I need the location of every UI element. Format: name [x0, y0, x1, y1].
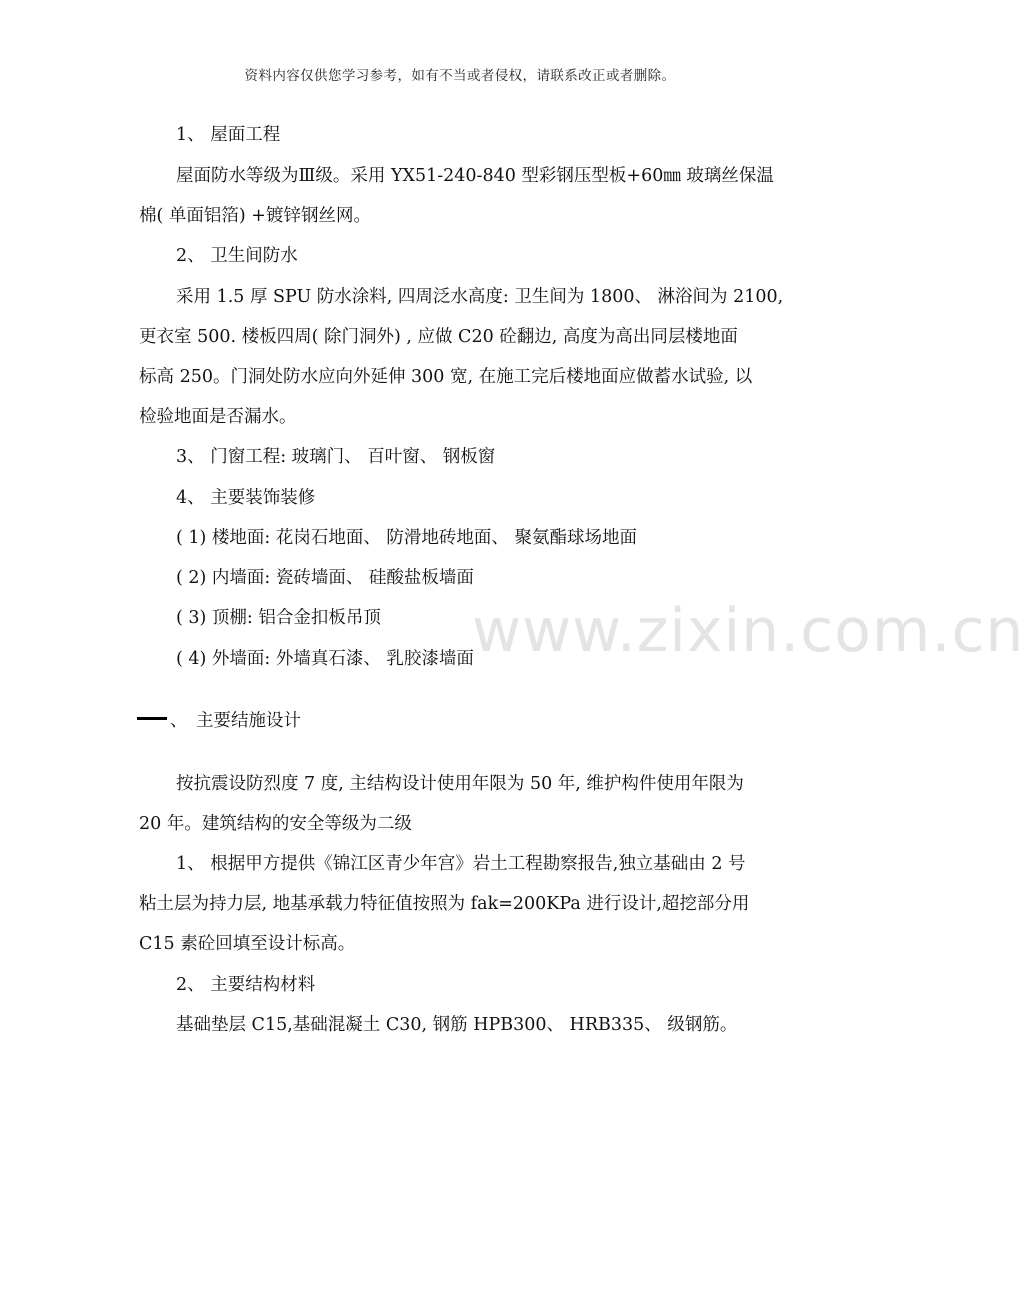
- paragraph-line: 按抗震设防烈度 7 度, 主结构设计使用年限为 50 年, 维护构件使用年限为: [176, 774, 744, 794]
- paragraph-line: C15 素砼回填至设计标高。: [139, 934, 356, 954]
- heading-dash-mark: [137, 717, 167, 720]
- section-title-windows: 3、 门窗工程: 玻璃门、 百叶窗、 钢板窗: [176, 447, 496, 467]
- paragraph-line: 更衣室 500. 楼板四周( 除门洞外) , 应做 C20 砼翻边, 高度为高出同层楼地面: [139, 327, 738, 347]
- paragraph-line: 20 年。建筑结构的安全等级为二级: [139, 814, 412, 834]
- paragraph-line: 基础垫层 C15,基础混凝土 C30, 钢筋 HPB300、 HRB335、 级钢筋。: [176, 1015, 738, 1035]
- section-title-roof: 1、 屋面工程: [176, 125, 281, 145]
- list-item: ( 4) 外墙面: 外墙真石漆、 乳胶漆墙面: [176, 649, 474, 669]
- list-item: ( 1) 楼地面: 花岗石地面、 防滑地砖地面、 聚氨酯球场地面: [176, 528, 637, 548]
- paragraph-line: 1、 根据甲方提供《锦江区青少年宫》岩土工程勘察报告,独立基础由 2 号: [176, 854, 746, 874]
- paragraph-line: 粘土层为持力层, 地基承载力特征值按照为 fak=200KPa 进行设计,超挖部分用: [139, 894, 750, 914]
- section-title-decoration: 4、 主要装饰装修: [176, 488, 316, 508]
- disclaimer-header: 资料内容仅供您学习参考，如有不当或者侵权，请联系改正或者删除。: [244, 68, 676, 84]
- section-title-materials: 2、 主要结构材料: [176, 975, 316, 995]
- paragraph-line: 采用 1.5 厚 SPU 防水涂料, 四周泛水高度: 卫生间为 1800、 淋浴间为 2100,: [176, 287, 784, 307]
- list-item: ( 2) 内墙面: 瓷砖墙面、 硅酸盐板墙面: [176, 568, 474, 588]
- heading-structure-design: 主要结施设计: [196, 711, 301, 731]
- watermark: www.zixin.com.cn: [472, 596, 1024, 666]
- paragraph-line: 屋面防水等级为Ⅲ级。采用 YX51-240-840 型彩钢压型板+60㎜ 玻璃丝保温: [176, 166, 774, 186]
- section-title-bathroom: 2、 卫生间防水: [176, 246, 298, 266]
- list-item: ( 3) 顶棚: 铝合金扣板吊顶: [176, 608, 381, 628]
- paragraph-line: 棉( 单面铝箔) +镀锌钢丝网。: [139, 206, 371, 226]
- paragraph-line: 检验地面是否漏水。: [139, 407, 297, 427]
- paragraph-line: 标高 250。门洞处防水应向外延伸 300 宽, 在施工完后楼地面应做蓄水试验, 以: [139, 367, 753, 387]
- heading-separator: 、: [170, 711, 188, 731]
